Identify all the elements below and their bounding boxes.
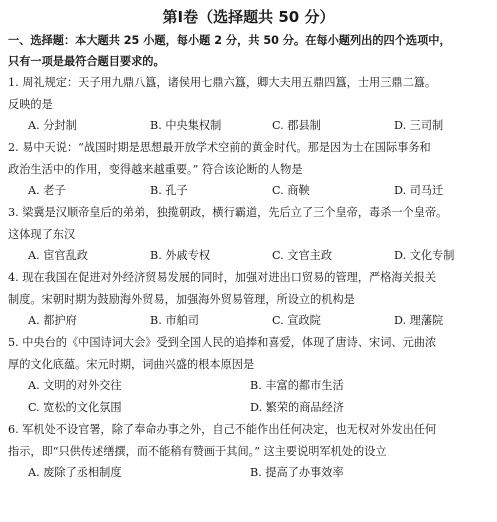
question-stem-line: 指示，即“只供传述缮撰，而不能稍有赞画于其间。” 这主要说明军机处的设立 [8,444,387,458]
instruction-line-2: 只有一项是最符合题目要求的。 [8,55,165,68]
option-row [8,462,489,484]
option-b: B. 提高了办事效率 [250,466,344,479]
question-stem-line: 政治生活中的作用，变得越来越重要。” 符合该论断的人物是 [8,162,303,176]
option-d: D. 司马迁 [394,184,444,197]
question-3 [8,202,489,267]
option-c: C. 宽松的文化氛围 [28,401,122,414]
option-row [8,397,489,419]
question-stem-line: 2. 易中天说：“战国时期是思想最开放学术空前的黄金时代。那是因为士在国际事务和 [8,141,431,154]
question-stem-line: 1. 周礼规定：天子用九鼎八簋，诸侯用七鼎六簋，卿大夫用五鼎四簋，士用三鼎二簋。 [8,76,437,89]
question-stem-line: 6. 军机处不设官署，除了奉命办事之外，自己不能作出任何决定，也无权对外发出任何 [8,423,437,436]
option-row [8,310,489,332]
option-a: A. 都护府 [28,314,77,327]
option-c: C. 文官主政 [272,249,333,262]
option-row [8,245,489,267]
option-c: C. 郡县制 [272,119,321,132]
option-c: C. 宣政院 [272,314,321,327]
question-stem-line: 反映的是 [8,97,53,111]
question-4 [8,267,489,332]
option-b: B. 外戚专权 [150,249,211,262]
question-stem-line: 制度。宋朝时期为鼓励海外贸易，加强海外贸易管理，所设立的机构是 [8,292,355,306]
question-stem-line: 3. 梁冀是汉顺帝皇后的弟弟，独揽朝政，横行霸道，先后立了三个皇帝，毒杀一个皇帝。 [8,206,448,219]
question-stem-line: 这体现了东汉 [8,227,76,241]
question-stem-line: 5. 中央台的《中国诗词大会》受到全国人民的追捧和喜爱，体现了唐诗、宋词、元曲浓 [8,336,437,349]
question-6 [8,419,489,484]
question-stem-line: 厚的文化底蕴。宋元时期，词曲兴盛的根本原因是 [8,357,255,371]
option-a: A. 分封制 [28,119,77,132]
instruction-line-1: 一、选择题：本大题共 25 小题，每小题 2 分，共 50 分。在每小题列出的四个选项中， [8,34,451,47]
option-row [8,180,489,202]
question-1 [8,72,489,137]
option-b: B. 孔子 [150,184,188,197]
option-row [8,115,489,137]
option-d: D. 理藩院 [394,314,444,327]
option-row [8,375,489,397]
option-d: D. 文化专制 [394,249,455,262]
section-title: 第Ⅰ卷（选择题共 50 分） [162,8,335,26]
option-d: D. 繁荣的商品经济 [250,401,344,414]
option-b: B. 市舶司 [150,314,199,327]
option-b: B. 中央集权制 [150,119,222,132]
option-d: D. 三司制 [394,119,444,132]
question-2 [8,137,489,202]
option-a: A. 宦官乱政 [28,249,88,262]
option-a: A. 文明的对外交往 [28,379,122,392]
option-b: B. 丰富的都市生活 [250,379,344,392]
question-stem-line: 4. 现在我国在促进对外经济贸易发展的同时，加强对进出口贸易的管理，严格海关报关 [8,271,437,284]
question-5 [8,332,489,419]
option-a: A. 废除了丞相制度 [28,466,122,479]
option-c: C. 商鞅 [272,184,310,197]
option-a: A. 老子 [28,184,66,197]
